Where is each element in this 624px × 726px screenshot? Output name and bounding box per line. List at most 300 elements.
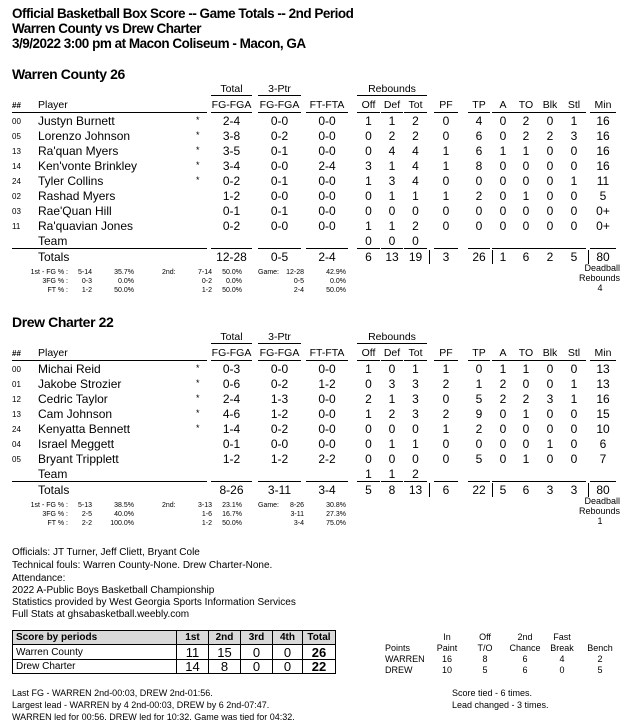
stat-min: 0+ (596, 219, 610, 233)
stat-blk: 0 (546, 219, 554, 233)
stat-tp: 0 (475, 437, 483, 451)
pct-value: 8-26 (289, 502, 304, 509)
stat-fg: 3-8 (222, 129, 241, 143)
header-underline (468, 112, 490, 113)
stat-fg3: 0-0 (270, 189, 289, 203)
stat-pf: 2 (442, 377, 450, 391)
stat-fg: 3-5 (222, 144, 241, 158)
pct-label: 3FG % : (42, 511, 68, 518)
col-header-tot: Tot (408, 99, 423, 111)
points-head: Chance (509, 643, 541, 653)
header-underline (258, 360, 301, 361)
stat-pf: 1 (442, 189, 450, 203)
player-name: Jakobe Strozier (38, 377, 122, 391)
totals-a: 5 (499, 483, 507, 497)
stat-a: 0 (499, 129, 507, 143)
officials-line: Officials: JT Turner, Jeff Cliett, Bryant Cole (12, 547, 200, 558)
stat-to: 1 (522, 189, 530, 203)
pct-label: 3FG % : (42, 278, 68, 285)
stat-ft: 0-0 (318, 392, 336, 406)
player-number: 13 (12, 147, 21, 156)
matchup-title: Warren County vs Drew Charter (12, 21, 202, 36)
pct-value: 2-5 (81, 511, 92, 518)
stat-def: 1 (388, 437, 396, 451)
deadball-value: 1 (597, 516, 603, 526)
stat-pf: 0 (442, 204, 450, 218)
stat-off: 1 (365, 407, 372, 421)
stat-fg: 4-6 (222, 407, 241, 421)
stat-def: 1 (388, 114, 396, 128)
totals-line (468, 481, 490, 482)
stat-to: 1 (522, 407, 530, 421)
stat-tot: 4 (412, 159, 419, 173)
stat-fg: 2-4 (222, 114, 241, 128)
player-name: Ra'quan Myers (38, 144, 119, 158)
header-underline (538, 360, 562, 361)
points-value: 16 (441, 654, 452, 664)
largest-lead-line: Largest lead - WARREN by 4 2nd-00:03, DREW by 6 2nd-07:47. (12, 700, 270, 710)
stat-a: 0 (499, 174, 507, 188)
player-name: Justyn Burnett (38, 114, 115, 128)
stat-to: 0 (522, 377, 530, 391)
stat-tot: 3 (412, 377, 419, 391)
col-header-tp: TP (472, 347, 486, 359)
stat-stl: 0 (570, 189, 578, 203)
stat-stl: 1 (570, 174, 578, 188)
points-team: WARREN (385, 654, 425, 664)
stat-off: 0 (365, 452, 372, 466)
pct-value: 42.9% (326, 269, 346, 276)
col-header-stl: Stl (567, 347, 581, 359)
totals-blk: 3 (546, 483, 554, 497)
pct-value: 1-2 (81, 287, 92, 294)
pct-value: 3-4 (293, 520, 304, 527)
stat-tp: 0 (475, 362, 483, 376)
stat-min: 16 (596, 129, 610, 143)
header-underline (492, 360, 514, 361)
col-header-stl: Stl (567, 99, 581, 111)
totals-fg3: 3-11 (267, 483, 292, 497)
stat-a: 0 (499, 407, 507, 421)
pct-label: 2nd: (162, 269, 176, 276)
col-header-def: Def (383, 347, 401, 359)
totals-line (590, 481, 616, 482)
stat-pf: 2 (442, 407, 450, 421)
stat-def: 3 (388, 377, 396, 391)
period-score: 0 (283, 659, 292, 674)
deadball-label: Rebounds (578, 273, 620, 283)
team-row-off: 1 (365, 467, 372, 481)
header-underline (562, 360, 586, 361)
col-header-to: TO (518, 99, 534, 111)
pct-value: 0.0% (330, 278, 346, 285)
player-number: 14 (12, 162, 21, 171)
totals-divider (429, 483, 430, 497)
totals-line (306, 481, 348, 482)
pct-label: 1st - FG % : (30, 502, 68, 509)
stat-stl: 0 (570, 219, 578, 233)
technical-fouls-line: Technical fouls: Warren County-None. Drew Charter-None. (12, 560, 273, 571)
pct-value: 5-14 (77, 269, 92, 276)
header-underline (492, 112, 514, 113)
col-header-fg: FG-FGA (211, 347, 252, 359)
stat-min: 6 (599, 437, 607, 451)
stat-fg3: 0-2 (270, 129, 289, 143)
stat-min: 0+ (596, 204, 610, 218)
stat-stl: 1 (570, 114, 578, 128)
stat-off: 1 (365, 362, 372, 376)
stat-fg3: 0-2 (270, 422, 289, 436)
points-value: 6 (522, 665, 528, 675)
totals-line (258, 481, 301, 482)
totals-line (538, 481, 562, 482)
totals-divider (588, 250, 589, 264)
points-head: Fast (553, 632, 571, 642)
stat-ft: 0-0 (318, 219, 336, 233)
col-header-off: Off (361, 347, 376, 359)
col-header-tot: Tot (408, 347, 423, 359)
stat-ft: 1-2 (318, 377, 336, 391)
period-col-total: Total (307, 632, 331, 643)
totals-label: Totals (38, 483, 70, 497)
totals-label: Totals (38, 250, 70, 264)
period-col-1st: 1st (185, 632, 200, 643)
stat-fg3: 0-0 (270, 114, 289, 128)
player-number: 01 (12, 380, 21, 389)
player-number: 12 (12, 395, 21, 404)
totals-blk: 2 (546, 250, 554, 264)
stat-off: 0 (365, 144, 372, 158)
stat-def: 2 (388, 129, 396, 143)
stat-fg3: 0-0 (270, 219, 289, 233)
totals-divider (429, 250, 430, 264)
pct-value: 3-13 (197, 502, 212, 509)
pct-value: 16.7% (222, 511, 242, 518)
team-title: Warren County 26 (12, 66, 125, 82)
pct-value: 0-2 (201, 278, 212, 285)
score-tied-line: Score tied - 6 times. (452, 688, 533, 698)
stat-min: 16 (596, 144, 610, 158)
stat-fg: 0-1 (222, 204, 241, 218)
totals-min: 80 (596, 250, 610, 264)
totals-pf: 3 (442, 250, 450, 264)
stat-pf: 1 (442, 422, 450, 436)
points-label: Points (385, 643, 411, 653)
totals-tp: 26 (472, 250, 486, 264)
stat-to: 0 (522, 204, 530, 218)
stat-tp: 0 (475, 174, 483, 188)
group-underline (211, 95, 252, 96)
header-underline (404, 112, 427, 113)
stat-tp: 2 (475, 422, 483, 436)
stat-ft: 0-0 (318, 407, 336, 421)
stat-to: 1 (522, 452, 530, 466)
stat-stl: 0 (570, 159, 578, 173)
stat-off: 2 (365, 392, 372, 406)
period-score: 0 (252, 645, 261, 660)
stat-fg: 1-2 (222, 189, 241, 203)
stats-provider-line: Statistics provided by West Georgia Sports Information Services (12, 597, 296, 608)
starter-mark: * (196, 363, 200, 373)
stat-def: 0 (388, 362, 396, 376)
group-underline (258, 95, 301, 96)
pct-value: 0.0% (226, 278, 242, 285)
group-underline (258, 343, 301, 344)
pct-label: FT % : (47, 520, 68, 527)
stat-stl: 1 (570, 377, 578, 391)
group-header-total: Total (220, 331, 243, 343)
stat-pf: 0 (442, 437, 450, 451)
period-score: 0 (283, 645, 292, 660)
stat-blk: 1 (546, 437, 554, 451)
stat-tot: 2 (412, 114, 419, 128)
stat-a: 0 (499, 189, 507, 203)
team-row-def: 1 (388, 467, 396, 481)
group-underline (357, 95, 427, 96)
player-name: Cedric Taylor (38, 392, 108, 406)
starter-mark: * (196, 378, 200, 388)
pct-label: FT % : (47, 287, 68, 294)
pct-value: 40.0% (114, 511, 134, 518)
stat-pf: 0 (442, 129, 450, 143)
stat-ft: 0-0 (318, 144, 336, 158)
col-header-to: TO (518, 347, 534, 359)
totals-line (12, 248, 207, 249)
starter-mark: * (196, 393, 200, 403)
team-row-def: 0 (388, 234, 396, 248)
stat-fg3: 1-2 (270, 407, 289, 421)
totals-fg: 8-26 (219, 483, 244, 497)
totals-line (468, 248, 490, 249)
pct-label: Game: (258, 502, 280, 509)
stat-pf: 0 (442, 174, 450, 188)
stat-tp: 0 (475, 204, 483, 218)
box-score-title: Official Basketball Box Score -- Game Totals -- 2nd Period (12, 6, 354, 21)
totals-divider (492, 250, 493, 264)
player-number: 24 (12, 425, 21, 434)
totals-divider (492, 483, 493, 497)
stat-to: 1 (522, 144, 530, 158)
stat-tot: 0 (412, 452, 419, 466)
stat-a: 0 (499, 437, 507, 451)
stat-blk: 0 (546, 159, 554, 173)
header-underline (468, 360, 490, 361)
period-score: 0 (252, 659, 261, 674)
col-header-player: Player (38, 347, 68, 359)
stat-tot: 2 (412, 129, 419, 143)
player-name: Rae'Quan Hill (38, 204, 112, 218)
pct-value: 50.0% (326, 287, 346, 294)
header-underline (434, 112, 458, 113)
stat-off: 1 (365, 114, 372, 128)
header-underline (538, 112, 562, 113)
starter-mark: * (196, 145, 200, 155)
period-col-4th: 4th (280, 632, 295, 643)
points-value: 2 (597, 654, 603, 664)
led-for-line: WARREN led for 00:56. DREW led for 10:32. Game was tied for 04:32. (12, 712, 295, 722)
stat-to: 2 (522, 114, 530, 128)
group-underline (211, 343, 252, 344)
totals-line (211, 481, 252, 482)
stat-stl: 1 (570, 392, 578, 406)
stat-ft: 0-0 (318, 129, 336, 143)
starter-mark: * (196, 115, 200, 125)
pct-value: 1-2 (201, 520, 212, 527)
pct-value: 27.3% (326, 511, 346, 518)
group-header-rebounds: Rebounds (368, 331, 416, 343)
stat-pf: 0 (442, 452, 450, 466)
stat-a: 0 (499, 422, 507, 436)
totals-line (12, 481, 207, 482)
totals-stl: 5 (570, 250, 578, 264)
player-number: 00 (12, 365, 21, 374)
col-header-ft: FT-FTA (309, 99, 345, 111)
totals-off: 5 (365, 483, 372, 497)
player-name: Rashad Myers (38, 189, 116, 203)
stat-tot: 4 (412, 144, 419, 158)
player-name: Tyler Collins (38, 174, 104, 188)
pct-value: 7-14 (197, 269, 212, 276)
col-header-def: Def (383, 99, 401, 111)
totals-line (514, 248, 538, 249)
stat-stl: 0 (570, 437, 578, 451)
player-number: 05 (12, 455, 21, 464)
stat-def: 1 (388, 159, 396, 173)
stat-stl: 3 (570, 129, 578, 143)
player-name: Bryant Tripplett (38, 452, 119, 466)
stat-min: 13 (596, 377, 610, 391)
period-score: 15 (217, 645, 232, 660)
pct-label: 2nd: (162, 502, 176, 509)
stat-blk: 0 (546, 174, 554, 188)
stat-a: 1 (499, 144, 507, 158)
stat-fg3: 0-0 (270, 159, 289, 173)
stat-min: 10 (596, 422, 610, 436)
pct-value: 5-13 (77, 502, 92, 509)
totals-line (590, 248, 616, 249)
stat-fg3: 0-1 (270, 144, 289, 158)
player-name: Michai Reid (38, 362, 101, 376)
stat-tot: 0 (412, 422, 419, 436)
header-underline (381, 112, 403, 113)
group-underline (357, 343, 427, 344)
pct-value: 0.0% (118, 278, 134, 285)
totals-pf: 6 (442, 483, 450, 497)
totals-ft: 2-4 (318, 250, 336, 264)
stat-pf: 0 (442, 392, 450, 406)
player-name: Ra'quavian Jones (38, 219, 134, 233)
starter-mark: * (196, 160, 200, 170)
stat-ft: 2-4 (318, 159, 336, 173)
stat-ft: 0-0 (318, 189, 336, 203)
stat-off: 0 (365, 377, 372, 391)
stat-off: 0 (365, 204, 372, 218)
stat-blk: 0 (546, 452, 554, 466)
player-number: 24 (12, 177, 21, 186)
stat-a: 0 (499, 452, 507, 466)
col-header-fg3: FG-FGA (259, 99, 300, 111)
stat-tp: 1 (475, 377, 483, 391)
stat-fg: 1-2 (222, 452, 241, 466)
stat-fg: 0-6 (222, 377, 241, 391)
championship-line: 2022 A-Public Boys Basketball Championship (12, 585, 215, 596)
points-value: 10 (441, 665, 452, 675)
points-value: 4 (559, 654, 565, 664)
points-head: In (443, 632, 451, 642)
totals-tot: 13 (408, 483, 423, 497)
player-number: 03 (12, 207, 21, 216)
totals-line (562, 481, 586, 482)
player-name: Cam Johnson (38, 407, 113, 421)
header-underline (590, 112, 616, 113)
points-head: Paint (436, 643, 458, 653)
stat-pf: 1 (442, 362, 450, 376)
stat-off: 1 (365, 174, 372, 188)
totals-stl: 3 (570, 483, 578, 497)
stat-to: 0 (522, 437, 530, 451)
totals-line (404, 248, 427, 249)
col-header-off: Off (361, 99, 376, 111)
period-total: 26 (311, 645, 327, 660)
totals-def: 13 (385, 250, 399, 264)
stat-pf: 0 (442, 219, 450, 233)
stat-min: 16 (596, 159, 610, 173)
stat-off: 0 (365, 422, 372, 436)
stat-tot: 2 (412, 219, 419, 233)
stat-pf: 0 (442, 114, 450, 128)
points-head: T/O (477, 643, 493, 653)
points-value: 8 (482, 654, 488, 664)
col-header-num: ## (12, 101, 21, 110)
col-header-pf: PF (439, 99, 453, 111)
stat-ft: 0-0 (318, 174, 336, 188)
pct-value: 23.1% (222, 502, 242, 509)
stat-def: 0 (388, 204, 396, 218)
deadball-label: Deadball (584, 263, 620, 273)
player-name: Israel Meggett (38, 437, 115, 451)
stat-ft: 0-0 (318, 422, 336, 436)
stat-a: 0 (499, 159, 507, 173)
header-underline (12, 112, 207, 113)
totals-line (492, 481, 514, 482)
group-header-rebounds: Rebounds (368, 83, 416, 95)
last-fg-line: Last FG - WARREN 2nd-00:03, DREW 2nd-01:56. (12, 688, 213, 698)
stat-def: 1 (388, 189, 396, 203)
lead-changed-line: Lead changed - 3 times. (452, 700, 549, 710)
stat-tot: 0 (412, 204, 419, 218)
totals-line (258, 248, 301, 249)
stat-blk: 2 (546, 129, 554, 143)
stat-tot: 1 (412, 437, 419, 451)
stat-blk: 0 (546, 189, 554, 203)
stat-stl: 0 (570, 362, 578, 376)
date-location: 3/9/2022 3:00 pm at Macon Coliseum - Macon, GA (12, 36, 306, 51)
stat-off: 0 (365, 129, 372, 143)
stat-tot: 3 (412, 407, 419, 421)
stat-tp: 5 (475, 452, 483, 466)
col-header-num: ## (12, 349, 21, 358)
header-underline (357, 112, 380, 113)
player-name: Lorenzo Johnson (38, 129, 131, 143)
totals-line (434, 248, 458, 249)
totals-a: 1 (499, 250, 507, 264)
totals-line (211, 248, 252, 249)
stat-off: 3 (365, 159, 372, 173)
header-underline (590, 360, 616, 361)
stat-a: 0 (499, 219, 507, 233)
stat-pf: 1 (442, 159, 450, 173)
periods-header-label: Score by periods (16, 632, 98, 643)
